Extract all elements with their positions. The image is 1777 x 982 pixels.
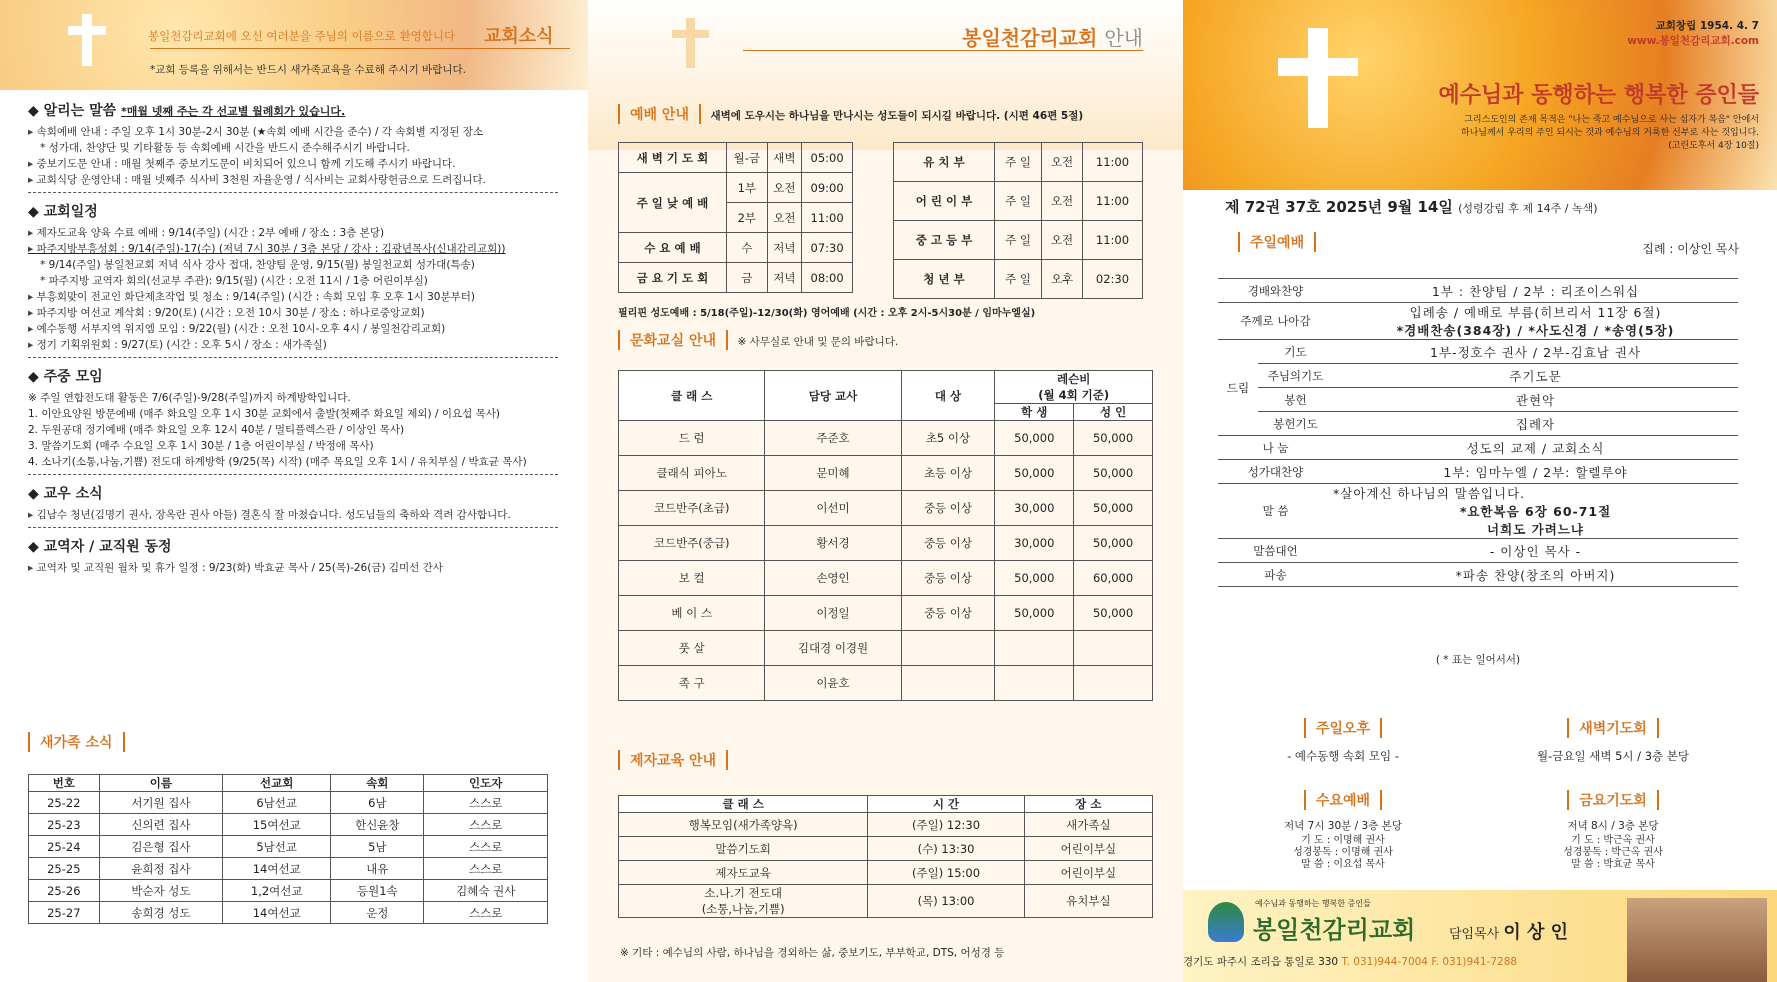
news-body: [28, 100, 558, 576]
table-cell: 주 일: [994, 143, 1041, 182]
table-cell: [901, 631, 995, 666]
table-row: [29, 902, 548, 924]
table-cell: 6남: [331, 792, 424, 814]
table-row: [619, 173, 853, 203]
table-row: [619, 491, 1153, 526]
table-cell: 60,000: [1074, 561, 1153, 596]
order-line: - 이상인 목사 -: [1489, 543, 1582, 559]
order-content: [1333, 436, 1738, 460]
table-row: [619, 885, 1153, 918]
table-cell: (주일) 15:00: [868, 861, 1024, 885]
col-header: 번호: [29, 775, 100, 792]
order-label: 말씀대언: [1218, 539, 1333, 563]
table-cell: 50,000: [1074, 596, 1153, 631]
table-cell: 30,000: [995, 491, 1074, 526]
table-row: [1218, 539, 1738, 563]
middle-panel: [588, 0, 1183, 982]
order-content: [1333, 563, 1738, 587]
table-cell: (수) 13:30: [868, 837, 1024, 861]
table-cell: 스스로: [424, 814, 548, 836]
verse-line: 그리스도인의 존재 목적은 "나는 죽고 예수님으로 사는 십자가 복음" 안에서: [1464, 115, 1759, 125]
table-row: [619, 456, 1153, 491]
schedule-line: * 9/14(주일) 봉일천교회 저녁 식사 강사 접대, 찬양팀 운영, 9/15(월) 봉일천교회 성가대(특송): [40, 259, 475, 271]
order-line: *요한복음 6장 60-71절: [1459, 504, 1612, 519]
table-row: [619, 263, 853, 293]
col-header: 클 래 스: [619, 796, 868, 813]
table-row: [1218, 388, 1738, 412]
table-row: [29, 792, 548, 814]
notice-line: ▸ 속회예배 안내 : 주일 오후 1시 30분-2시 30분 (★속회 예배 시간을 준수) / 각 속회별 지정된 장소: [28, 124, 558, 140]
discipleship-header: 제자교육 안내: [618, 750, 728, 770]
col-header: 성 인: [1074, 404, 1153, 421]
table-cell: 05:00: [802, 143, 853, 173]
table-cell: 15여선교: [223, 814, 331, 836]
table-cell: 유 치 부: [894, 143, 995, 182]
table-cell: 월-금: [726, 143, 767, 173]
table-cell: 이선미: [765, 491, 901, 526]
order-line: *경배찬송(384장) / *사도신경 / *송영(5장): [1396, 323, 1675, 338]
table-row: [29, 880, 548, 902]
section-title: 교회소식: [484, 26, 554, 47]
table-row: [619, 837, 1153, 861]
table-row: [894, 182, 1143, 221]
church-logo-icon: [1208, 902, 1244, 942]
left-panel: [0, 0, 588, 982]
table-cell: 코드반주(초급): [619, 491, 765, 526]
order-line: 성도의 교제 / 교회소식: [1466, 440, 1605, 456]
notice-line: ▸ 중보기도문 안내 : 매월 첫째주 중보기도문이 비치되어 있으니 함께 기도해 주시기 바랍니다.: [28, 156, 558, 172]
table-cell: 스스로: [424, 836, 548, 858]
table-cell: 중등 이상: [901, 561, 995, 596]
order-content: [1333, 364, 1738, 388]
table-cell: 02:30: [1082, 260, 1142, 299]
table-cell: [995, 666, 1074, 701]
table-cell: 중등 이상: [901, 526, 995, 561]
table-cell: 서기원 집사: [99, 792, 223, 814]
table-row: [1218, 563, 1738, 587]
col-header: 시 간: [868, 796, 1024, 813]
table-cell: 어린이부실: [1024, 837, 1152, 861]
right-panel: [1183, 0, 1777, 982]
table-cell: 저녁: [767, 233, 802, 263]
order-content: [1333, 460, 1738, 484]
table-cell: 새벽: [767, 143, 802, 173]
order-content: [1333, 539, 1738, 563]
table-row: [1218, 303, 1738, 340]
col-header: 클 래 스: [619, 371, 765, 421]
order-line: *파송 찬양(창조의 아버지): [1455, 567, 1616, 583]
col-header: 담당 교사: [765, 371, 901, 421]
staff-news-title: ◆ 교역자 / 교직원 동정: [28, 539, 172, 555]
order-line: 1부-정호수 권사 / 2부-김효남 권사: [1430, 344, 1641, 360]
table-cell: 주 일: [994, 221, 1041, 260]
table-cell: 2부: [726, 203, 767, 233]
table-cell: [1074, 631, 1153, 666]
table-row: [619, 233, 853, 263]
culture-header: 문화교실 안내 ※ 사무실로 안내 및 문의 바랍니다.: [618, 330, 898, 350]
schedule-line: * 파주지방 교역자 회의(선교부 주관): 9/15(월) (시간 : 오전 11시 / 1층 어린이부실): [40, 275, 428, 287]
table-cell: (목) 13:00: [868, 885, 1024, 918]
table-cell: 수 요 예 배: [619, 233, 727, 263]
table-cell: 오전: [767, 173, 802, 203]
table-cell: 50,000: [995, 456, 1074, 491]
weekday-title: ◆ 주중 모임: [28, 369, 103, 385]
logo-tagline: 예수님과 동행하는 행복한 증인들: [1255, 899, 1371, 908]
table-cell: 코드반주(중급): [619, 526, 765, 561]
order-line: 집례자: [1515, 416, 1556, 432]
table-row: [894, 143, 1143, 182]
col-header: 속회: [331, 775, 424, 792]
table-cell: 유치부실: [1024, 885, 1152, 918]
order-line: *살아계신 하나님의 말씀입니다.: [1333, 486, 1526, 501]
order-content: [1333, 279, 1738, 303]
table-row: [619, 666, 1153, 701]
table-cell: 박순자 성도: [99, 880, 223, 902]
table-cell: 주준호: [765, 421, 901, 456]
col-header: 인도자: [424, 775, 548, 792]
table-cell: 금 요 기 도 회: [619, 263, 727, 293]
table-cell: (주일) 12:30: [868, 813, 1024, 837]
order-label: 기도: [1258, 340, 1333, 364]
table-cell: 등원1속: [331, 880, 424, 902]
table-cell: 윤희정 집사: [99, 858, 223, 880]
table-cell: 오전: [1042, 221, 1083, 260]
order-content: [1333, 303, 1738, 340]
sunday-worship-header: 주일예배: [1238, 232, 1316, 252]
notice-line: * 성가대, 찬양단 및 기타활동 등 속회예배 시간을 반드시 준수해주시기 바랍니다.: [40, 142, 410, 154]
table-cell: 14여선교: [223, 902, 331, 924]
table-cell: 11:00: [1082, 143, 1142, 182]
founded-date: 교회창립 1954. 4. 7: [1655, 20, 1759, 32]
table-cell: 족 구: [619, 666, 765, 701]
worship-order-table: [1218, 278, 1738, 587]
table-cell: 11:00: [802, 203, 853, 233]
notice-title: ◆ 알리는 말씀: [28, 103, 117, 119]
table-cell: 청 년 부: [894, 260, 995, 299]
table-cell: 한신윤창: [331, 814, 424, 836]
friday-prayer-block: 금요기도회 저녁 8시 / 3층 본당 기 도 : 박근옥 권사 성경봉독 : 박근옥 권사 말 씀 : 박효균 목사: [1483, 790, 1743, 871]
table-cell: 주 일 낮 예 배: [619, 173, 727, 233]
order-label: 경배와찬양: [1218, 279, 1333, 303]
table-cell: 25-24: [29, 836, 100, 858]
church-url[interactable]: www.봉일천감리교회.com: [1627, 35, 1759, 47]
divider: [28, 527, 558, 528]
table-cell: 오후: [1042, 260, 1083, 299]
table-cell: 30,000: [995, 526, 1074, 561]
staff-news-line: ▸ 교역자 및 교직원 월차 및 휴가 일정 : 9/23(화) 박효균 목사 / 25(목)-26(금) 김미선 간사: [28, 560, 558, 576]
table-cell: 25-23: [29, 814, 100, 836]
table-cell: 말씀기도회: [619, 837, 868, 861]
table-row: [894, 260, 1143, 299]
table-cell: 초5 이상: [901, 421, 995, 456]
weekday-line: 3. 말씀기도회 (매주 수요일 오후 1시 30분 / 1층 어린이부실 / 박정애 목사): [28, 440, 374, 452]
officiant: 집례 : 이상인 목사: [1642, 242, 1739, 256]
panel-title: 봉일천감리교회 안내: [962, 26, 1143, 50]
table-cell: 주 일: [994, 182, 1041, 221]
table-cell: 11:00: [1082, 182, 1142, 221]
table-row: [894, 221, 1143, 260]
order-line: 1부: 임마누엘 / 2부: 할렐루야: [1443, 464, 1628, 480]
table-cell: 25-26: [29, 880, 100, 902]
order-label: 주님의기도: [1258, 364, 1333, 388]
table-cell: 어린이부실: [1024, 861, 1152, 885]
table-cell: 중등 이상: [901, 596, 995, 631]
order-label: 봉헌기도: [1258, 412, 1333, 436]
table-row: [29, 836, 548, 858]
table-row: [29, 814, 548, 836]
order-line: 입례송 / 예배로 부름(히브리서 11장 6절): [1409, 305, 1662, 320]
table-cell: 25-25: [29, 858, 100, 880]
table-cell: 클래식 피아노: [619, 456, 765, 491]
order-label: 봉헌: [1258, 388, 1333, 412]
worship-info-header: 예배 안내 새벽에 도우시는 하나님을 만나시는 성도들이 되시길 바랍니다. (시편 46편 5절): [618, 104, 1083, 124]
col-header: 레슨비 (월 4회 기준): [995, 371, 1153, 404]
table-cell: 오전: [1042, 182, 1083, 221]
table-cell: 1,2여선교: [223, 880, 331, 902]
member-news-line: ▸ 김남수 청년(김명기 권사, 장옥란 권사 아들) 결혼식 잘 마쳤습니다. 성도님들의 축하와 격려 감사합니다.: [28, 507, 558, 523]
table-cell: 오전: [767, 203, 802, 233]
schedule-line: ▸ 부흥회맞이 전교인 화단제초작업 및 청소 : 9/14(주일) (시간 : 속회 모임 후 오후 1시 30분부터): [28, 289, 558, 305]
discipleship-note: ※ 기타 : 예수님의 사람, 하나님을 경외하는 삶, 중보기도, 부부학교, DTS, 어성경 등: [620, 947, 1005, 959]
weekday-line: 4. 소나기(소통,나눔,기쁨) 전도대 하계방학 (9/25(목) 시작) (매주 목요일 오후 1시 / 유치부실 / 박효균 목사): [28, 456, 527, 468]
order-line: 1부 : 찬양팀 / 2부 : 리조이스워십: [1431, 283, 1640, 299]
table-row: [619, 813, 1153, 837]
drim-label: 드림: [1218, 340, 1258, 436]
table-cell: 오전: [1042, 143, 1083, 182]
slogan: 예수님과 동행하는 행복한 증인들: [1438, 82, 1759, 108]
cross-icon: [1308, 28, 1328, 128]
order-label: 주께로 나아감: [1218, 303, 1333, 340]
table-cell: 손영인: [765, 561, 901, 596]
welcome-text: 봉일천감리교회에 오신 여러분을 주님의 이름으로 환영합니다: [148, 29, 456, 43]
schedule-line: ▸ 파주지방 여선교 계삭회 : 9/20(토) (시간 : 오전 10시 30분 / 장소 : 하나로중앙교회): [28, 305, 558, 321]
table-cell: 50,000: [1074, 491, 1153, 526]
sunday-pm-block: 주일오후 - 예수동행 속회 모임 -: [1223, 718, 1463, 764]
order-label: 말 씀: [1218, 484, 1333, 539]
table-cell: 수: [726, 233, 767, 263]
table-cell: 저녁: [767, 263, 802, 293]
culture-table: [618, 370, 1153, 701]
dawn-prayer-block: 새벽기도회 월-금요일 새벽 5시 / 3층 본당: [1483, 718, 1743, 764]
order-content: [1333, 412, 1738, 436]
divider: [28, 474, 558, 475]
member-news-title: ◆ 교우 소식: [28, 486, 103, 502]
schedule-title: ◆ 교회일정: [28, 204, 98, 220]
table-cell: 50,000: [1074, 421, 1153, 456]
table-cell: 송희경 성도: [99, 902, 223, 924]
table-cell: 소.나.기 전도대 (소통,나눔,기쁨): [619, 885, 868, 918]
order-content: [1333, 340, 1738, 364]
wednesday-worship-block: 수요예배 저녁 7시 30분 / 3층 본당 기 도 : 이명해 권사 성경봉독 : 이명해 권사 말 씀 : 이요섭 목사: [1223, 790, 1463, 871]
worship-table-left: [618, 142, 853, 293]
table-cell: 5남: [331, 836, 424, 858]
verse-line: 하나님께서 우리의 주인 되시는 것과 예수님의 거룩한 신부로 사는 것입니다.: [1460, 128, 1759, 138]
table-cell: 5남선교: [223, 836, 331, 858]
table-cell: 1부: [726, 173, 767, 203]
table-row: [1218, 279, 1738, 303]
schedule-line: ▸ 정기 기획위원회 : 9/27(토) (시간 : 오후 5시 / 장소 : 새가족실): [28, 337, 558, 353]
cross-icon: [686, 18, 695, 68]
col-header: 학 생: [995, 404, 1074, 421]
table-row: [619, 526, 1153, 561]
worship-table-right: [893, 142, 1143, 299]
table-cell: 새가족실: [1024, 813, 1152, 837]
col-header: 이름: [99, 775, 223, 792]
col-header: 장 소: [1024, 796, 1152, 813]
table-cell: 11:00: [1082, 221, 1142, 260]
notice-subtitle: *매월 넷째 주는 각 선교별 월례회가 있습니다.: [121, 105, 346, 118]
table-row: [1218, 412, 1738, 436]
table-cell: 내유: [331, 858, 424, 880]
table-row: [619, 421, 1153, 456]
table-cell: 50,000: [995, 596, 1074, 631]
table-cell: 25-27: [29, 902, 100, 924]
col-header: 선교회: [223, 775, 331, 792]
table-cell: 50,000: [1074, 456, 1153, 491]
order-line: 관현악: [1515, 392, 1556, 408]
table-cell: 중 고 등 부: [894, 221, 995, 260]
footer-band: [1183, 890, 1777, 982]
order-label: 나 눔: [1218, 436, 1333, 460]
table-cell: 새 벽 기 도 회: [619, 143, 727, 173]
weekday-line: 1. 이안요양원 방문예배 (매주 화요일 오후 1시 30분 교회에서 출발(첫째주 화요일 제외) / 이요섭 목사): [28, 408, 500, 420]
order-content: [1333, 484, 1738, 539]
table-row: [1218, 436, 1738, 460]
filipino-worship-note: 필리핀 성도예배 : 5/18(주일)-12/30(화) 영어예배 (시간 : 오후 2시-5시30분 / 임마누엘실): [618, 308, 1036, 319]
table-cell: 초등 이상: [901, 456, 995, 491]
table-cell: 50,000: [995, 421, 1074, 456]
table-cell: 어 린 이 부: [894, 182, 995, 221]
divider: [28, 357, 558, 358]
weekday-line: 2. 두원공대 정기예배 (매주 화요일 오후 12시 40분 / 멀티플렉스관 / 이상인 목사): [28, 424, 405, 436]
table-row: [619, 561, 1153, 596]
table-cell: 베 이 스: [619, 596, 765, 631]
table-cell: 09:00: [802, 173, 853, 203]
registration-note: *교회 등록을 위해서는 반드시 새가족교육을 수료해 주시기 바랍니다.: [150, 64, 466, 76]
table-cell: 중등 이상: [901, 491, 995, 526]
new-family-table: [28, 774, 548, 924]
table-cell: 제자도교육: [619, 861, 868, 885]
table-cell: 25-22: [29, 792, 100, 814]
discipleship-table: [618, 795, 1153, 918]
table-cell: 주 일: [994, 260, 1041, 299]
table-row: [29, 858, 548, 880]
new-family-header: 새가족 소식: [28, 732, 125, 752]
table-cell: 스스로: [424, 902, 548, 924]
order-label: 파송: [1218, 563, 1333, 587]
order-line: 주기도문: [1509, 368, 1562, 384]
order-content: [1333, 388, 1738, 412]
schedule-line: ▸ 파주지방부흥성회 : 9/14(주일)-17(수) (저녁 7시 30분 / 3층 본당 / 강사 : 김광년목사(신내감리교회)): [28, 241, 558, 257]
table-cell: 금: [726, 263, 767, 293]
table-cell: 김대경 이경원: [765, 631, 901, 666]
order-line: 너희도 가려느냐: [1487, 522, 1584, 537]
table-cell: [901, 666, 995, 701]
table-row: [619, 143, 853, 173]
church-building-image: [1627, 898, 1767, 982]
table-cell: 드 럼: [619, 421, 765, 456]
notice-line: ▸ 교회식당 운영안내 : 매월 넷째주 식사비 3천원 자율운영 / 식사비는 교회사랑헌금으로 드려집니다.: [28, 172, 558, 188]
logo-name: 봉일천감리교회: [1253, 916, 1416, 944]
table-cell: 50,000: [995, 561, 1074, 596]
table-row: [1218, 484, 1738, 539]
table-cell: 07:30: [802, 233, 853, 263]
table-cell: 14여선교: [223, 858, 331, 880]
table-cell: [1074, 666, 1153, 701]
table-cell: 황서경: [765, 526, 901, 561]
table-cell: 문미혜: [765, 456, 901, 491]
table-cell: 스스로: [424, 792, 548, 814]
col-header: 대 상: [901, 371, 995, 421]
schedule-line: ▸ 예수동행 서부지역 위지엠 모임 : 9/22(월) (시간 : 오전 10시-오후 4시 / 봉일천감리교회): [28, 321, 558, 337]
table-cell: 김은형 집사: [99, 836, 223, 858]
table-cell: 50,000: [1074, 526, 1153, 561]
table-row: [1218, 460, 1738, 484]
table-row: [619, 596, 1153, 631]
table-row: [1218, 340, 1738, 364]
divider: [28, 192, 558, 193]
table-cell: [995, 631, 1074, 666]
table-cell: 행복모임(새가족양육): [619, 813, 868, 837]
standing-note: ( * 표는 일어서서): [1435, 654, 1521, 666]
table-cell: 보 컬: [619, 561, 765, 596]
senior-pastor: 담임목사 이 상 인: [1449, 922, 1569, 943]
verse-reference: (고린도후서 4장 10절): [1668, 141, 1759, 151]
table-cell: 6남선교: [223, 792, 331, 814]
schedule-line: ▸ 제자도교육 양육 수료 예배 : 9/14(주일) (시간 : 2부 예배 / 장소 : 3층 본당): [28, 225, 558, 241]
table-cell: 운정: [331, 902, 424, 924]
table-row: [1218, 364, 1738, 388]
table-cell: 스스로: [424, 858, 548, 880]
table-cell: 풋 살: [619, 631, 765, 666]
table-row: [619, 861, 1153, 885]
cross-icon: [82, 14, 92, 66]
contact-info: 경기도 파주시 조리읍 통일로 330 T. 031)944-7004 F. 031)941-7288: [1183, 956, 1518, 968]
table-cell: 이정일: [765, 596, 901, 631]
weekday-line: ※ 주일 연합전도대 활동은 7/6(주일)-9/28(주일)까지 하계방학입니다.: [28, 392, 351, 404]
table-cell: 이윤호: [765, 666, 901, 701]
table-cell: 김혜숙 권사: [424, 880, 548, 902]
table-cell: 08:00: [802, 263, 853, 293]
issue-info: 제 72권 37호 2025년 9월 14일 (성령강림 후 제 14주 / 녹색): [1225, 198, 1598, 216]
table-cell: 신의련 집사: [99, 814, 223, 836]
table-row: [619, 631, 1153, 666]
order-label: 성가대찬양: [1218, 460, 1333, 484]
